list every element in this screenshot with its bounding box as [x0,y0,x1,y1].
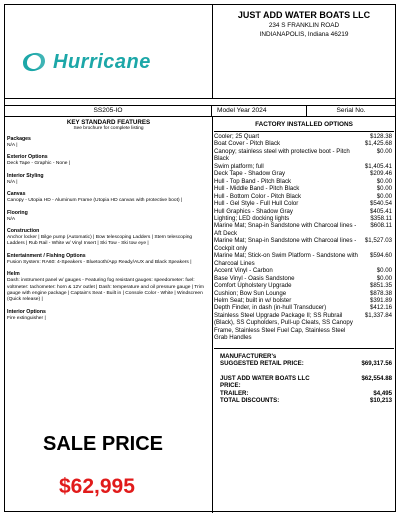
option-name: Marine Mat; Snap-in Sandstone with Charcoal lines - Cockpit only [214,237,357,252]
option-price: $0.00 [376,185,392,193]
standard-section-heading: Interior Styling [7,172,44,179]
factory-options-list [214,133,394,342]
option-row [214,148,394,163]
option-price: $0.00 [376,274,392,282]
standard-section-text: Fusion System: RA60: 4-Speakers - Bluetooth/App Ready/AUX and Black Speakers | [7,259,192,265]
standard-section-heading: Helm [7,271,20,278]
option-name: Hull - Middle Band - Pitch Black [214,185,300,193]
brand-logo [19,45,189,75]
standard-section-text: Deck Tape - Graphic - None | [7,161,71,167]
factory-options-title: FACTORY INSTALLED OPTIONS [214,119,394,132]
option-name: Hull - Top Band - Pitch Black [214,177,292,185]
sale-price-value: $62,995 [59,475,135,498]
sale-price-label: SALE PRICE [43,433,164,455]
standard-features-title: KEY STANDARD FEATURES [66,119,151,126]
serial-number: Serial No. [306,106,395,116]
option-price: $1,425.68 [364,140,392,148]
standard-section [7,253,210,266]
discount-row [214,397,394,405]
standard-section-heading: Canvas [7,191,26,198]
standard-section-text: Anchor locker | Bilge pump (Automatic) | Bow telescoping Ladders | Stern telescoping Ladders | Rub Rail - White w/ Vinyl Insert | Ski Tow - Ski tow eye | [7,235,193,247]
standard-section-text: Dash: instrument panel w/ gauges - Featuring fog resistant gauges: speedometer: fuel: voltmeter: tachometer: horn & 12V outlet | Dash: temperature and oil pressure gauge | Trim gauge with engine package | Captain's Seat - Built in | Console Color - White | Windscreen (Quick release) | [7,278,204,303]
option-row [214,275,394,282]
option-row [214,133,394,140]
standard-features-list [7,136,210,322]
msrp-label-1: MANUFACTURER's [220,352,277,360]
option-row [214,267,394,274]
option-name: Cushion; Bow Sun Lounge [214,289,287,297]
model-year: Model Year 2024 [217,107,267,114]
option-price: $391.89 [369,296,392,304]
dealer-price-row [214,375,394,383]
trailer-value: $4,495 [373,389,392,397]
option-price: $405.41 [369,207,392,215]
standard-section-text: N/A [7,216,16,222]
option-price: $1,337.84 [364,311,392,319]
discount-label: TOTAL DISCOUNTS: [220,397,280,405]
option-row [214,237,394,252]
option-price: $358.11 [370,214,392,222]
option-price: $1,527.03 [364,237,392,245]
option-price: $412.16 [369,304,392,312]
standard-section-text: Fire extinguisher | [7,315,46,321]
option-price: $209.46 [369,170,392,178]
option-row [214,297,394,304]
option-price: $0.00 [376,192,392,200]
option-price: $594.60 [369,252,392,260]
standard-section-text: N/A | [7,179,18,185]
factory-options [214,119,394,405]
standard-section-heading: Entertainment / Fishing Options [7,252,86,259]
standard-section-heading: Exterior Options [7,154,48,161]
option-row [214,140,394,147]
option-name: Base Vinyl - Oasis Sandstone [214,274,295,282]
option-price: $878.38 [369,289,392,297]
dealer-name: JUST ADD WATER BOATS LLC [237,10,371,20]
option-price: $540.54 [369,200,392,208]
standard-section [7,271,210,304]
column-divider [212,117,213,513]
option-price: $128.38 [369,133,392,140]
brand-logo-text: Hurricane [53,51,151,73]
standard-section [7,228,210,248]
sticker-header [5,5,395,99]
option-name: Hull - Bottom Color - Pitch Black [214,192,302,200]
standard-section-text: N/A | [7,143,18,148]
standard-section [7,210,210,223]
option-row [214,193,394,200]
msrp-label-line1 [214,353,394,361]
standard-features [7,119,210,327]
option-row [214,208,394,215]
dealer-price-value: $62,554.88 [361,374,392,382]
option-name: Cooler; 25 Quart [214,133,260,140]
dealer-price-label-1: JUST ADD WATER BOATS LLC [220,374,310,382]
standard-section [7,191,210,204]
hurricane-swirl-icon [19,47,49,77]
standard-section [7,136,210,149]
standard-section-heading: Flooring [7,209,28,216]
standard-section-heading: Interior Options [7,308,46,315]
option-name: Stainless Steel Upgrade Package II; SS Rubrail (Black), SS Cupholders, Pull-up Cleats, SS Canopy Frame, Stainless Steel Fuel Cap, Stainless Steel Grab Handles [214,311,353,342]
msrp-row [214,360,394,368]
dealer-price-label-line2 [214,382,394,390]
option-name: Accent Vinyl - Carbon [214,267,273,275]
option-price: $608.11 [370,222,392,230]
option-price: $0.00 [376,147,392,155]
trailer-row [214,390,394,398]
dealer-city: INDIANAPOLIS, Indiana 46219 [259,31,349,38]
model-row [5,105,395,117]
option-row [214,185,394,192]
option-name: Hull - Gel Style - Full Hull Color [214,200,299,208]
dealer-price-label-2: PRICE: [220,382,241,390]
option-row [214,178,394,185]
standard-section-text: Canopy - Utopia HD - Aluminum Frame (Utopia HD canvas with protective boot) | [7,198,183,204]
option-name: Helm Seat; built in w/ bolster [214,296,292,304]
option-row [214,282,394,289]
msrp-label-2: SUGGESTED RETAIL PRICE: [220,360,304,368]
option-row [214,200,394,207]
msrp-value: $69,317.56 [361,360,392,368]
option-name: Comfort Upholstery Upgrade [214,282,292,290]
option-name: Marine Mat; Snap-in Sandstone with Charcoal lines - Aft Deck [214,222,357,237]
option-row [214,222,394,237]
option-row [214,252,394,267]
option-price: $0.00 [376,177,392,185]
standard-section [7,154,210,167]
option-row [214,215,394,222]
standard-section-heading: Construction [7,228,40,235]
option-name: Marine Mat; Stick-on Swim Platform - Sandstone with Charcoal Lines [214,252,358,267]
option-name: Deck Tape - Shadow Gray [214,170,286,178]
option-name: Depth Finder, in dash (in-hull Transducer) [214,304,327,312]
option-row [214,290,394,297]
standard-section [7,309,210,322]
option-row [214,304,394,311]
option-name: Swim platform; full [214,162,264,170]
discount-value: $10,213 [369,397,392,405]
standard-section-heading: Packages [7,136,31,142]
standard-section [7,173,210,186]
option-row [214,312,394,342]
model-name: SS205-IO [5,106,212,116]
option-name: Canopy; stainless steel with protective boot - Pitch Black [214,147,350,163]
option-row [214,163,394,170]
dealer-street: 234 S FRANKLIN ROAD [268,22,340,29]
option-name: Lighting; LED docking lights [214,214,290,222]
dealer-block [213,9,395,39]
price-summary [214,348,394,405]
option-name: Hull Graphics - Shadow Gray [214,207,293,215]
option-name: Boat Cover - Pitch Black [214,140,281,148]
option-price: $1,405.41 [364,162,392,170]
window-sticker [4,4,396,512]
standard-features-subtitle: See brochure for complete listing [73,126,144,131]
option-price: $851.35 [369,282,392,290]
option-price: $0.00 [376,267,392,275]
trailer-label: TRAILER: [220,389,249,397]
option-row [214,170,394,177]
